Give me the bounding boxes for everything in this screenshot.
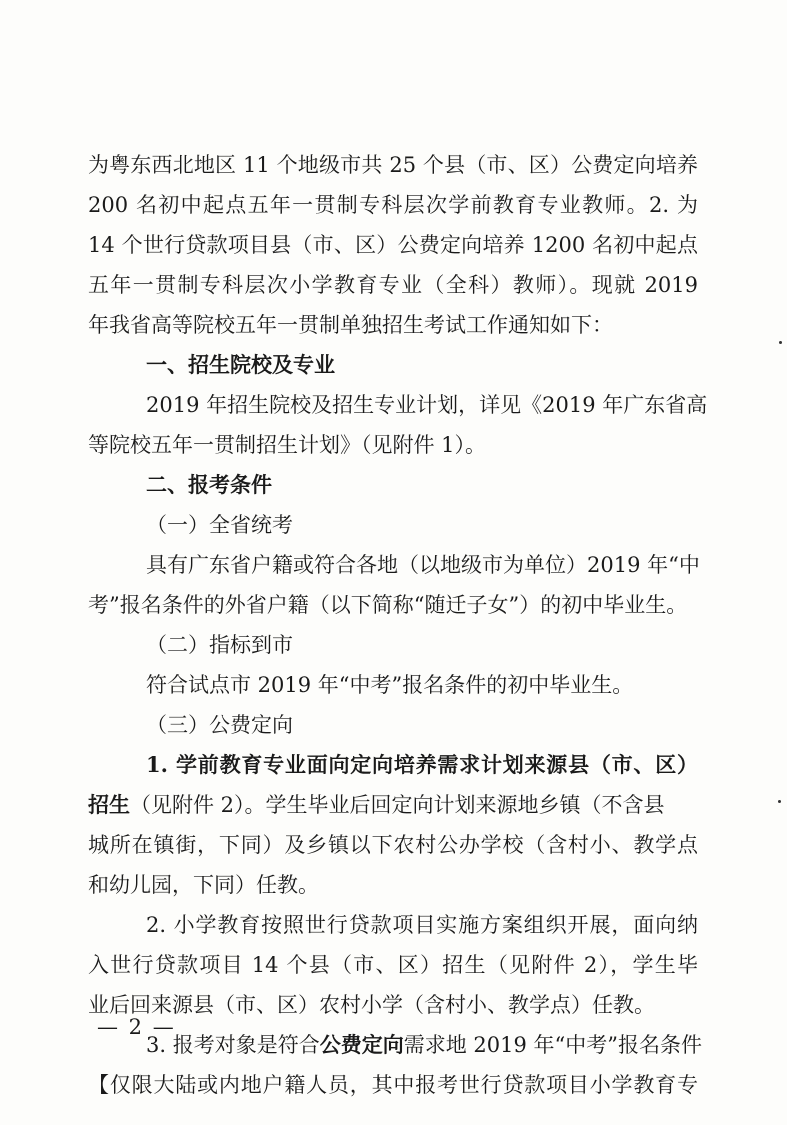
paragraph-line: 具有广东省户籍或符合各地（以地级市为单位）2019 年“中 [146, 553, 700, 577]
paragraph-line: 入世行贷款项目 14 个县（市、区）招生（见附件 2），学生毕 [88, 953, 698, 977]
paragraph-line: 五年一贯制专科层次小学教育专业（全科）教师）。现就 2019 [88, 273, 698, 297]
paragraph-line [146, 1031, 702, 1059]
scan-speck [779, 341, 782, 344]
plain-text: 需求地 2019 年“中考”报名条件 [403, 1033, 702, 1057]
bold-text: 招生 [88, 792, 130, 817]
plain-text: （见附件 2）。学生毕业后回定向计划来源地乡镇（不含县 [130, 793, 665, 817]
paragraph-line: 2019 年招生院校及招生专业计划，详见《2019 年广东省高 [146, 393, 708, 417]
paragraph-line: 【仅限大陆或内地户籍人员，其中报考世行贷款项目小学教育专 [88, 1073, 698, 1097]
subsection-title: （二）指标到市 [146, 633, 293, 657]
paragraph-line: 符合试点市 2019 年“中考”报名条件的初中毕业生。 [146, 673, 634, 697]
bold-paragraph-line: 1. 学前教育专业面向定向培养需求计划来源县（市、区） [146, 752, 698, 777]
paragraph-line: 2. 小学教育按照世行贷款项目实施方案组织开展，面向纳 [146, 913, 698, 937]
subsection-title: （三）公费定向 [146, 713, 293, 737]
section-heading: 一、招生院校及专业 [146, 353, 335, 377]
scan-speck [778, 800, 781, 803]
plain-text: 3. 报考对象是符合 [146, 1033, 320, 1057]
paragraph-line: 等院校五年一贯制招生计划》（见附件 1）。 [88, 433, 487, 457]
bold-text: 公费定向 [319, 1032, 404, 1057]
page-number: — 2 — [97, 1015, 176, 1039]
paragraph-line: 14 个世行贷款项目县（市、区）公费定向培养 1200 名初中起点 [88, 233, 698, 257]
paragraph-line [88, 791, 698, 819]
paragraph-line: 业后回来源县（市、区）农村小学（含村小、教学点）任教。 [88, 993, 655, 1017]
paragraph-line: 城所在镇街，下同）及乡镇以下农村公办学校（含村小、教学点 [88, 833, 698, 857]
section-heading: 二、报考条件 [146, 473, 272, 497]
paragraph-line: 为粤东西北地区 11 个地级市共 25 个县（市、区）公费定向培养 [88, 153, 698, 177]
paragraph-line: 和幼儿园，下同）任教。 [88, 873, 319, 897]
paragraph-line: 200 名初中起点五年一贯制专科层次学前教育专业教师。2. 为 [88, 193, 698, 217]
subsection-title: （一）全省统考 [146, 513, 293, 537]
paragraph-line: 考”报名条件的外省户籍（以下简称“随迁子女”）的初中毕业生。 [88, 593, 688, 617]
paragraph-line: 年我省高等院校五年一贯制单独招生考试工作通知如下： [88, 313, 613, 337]
